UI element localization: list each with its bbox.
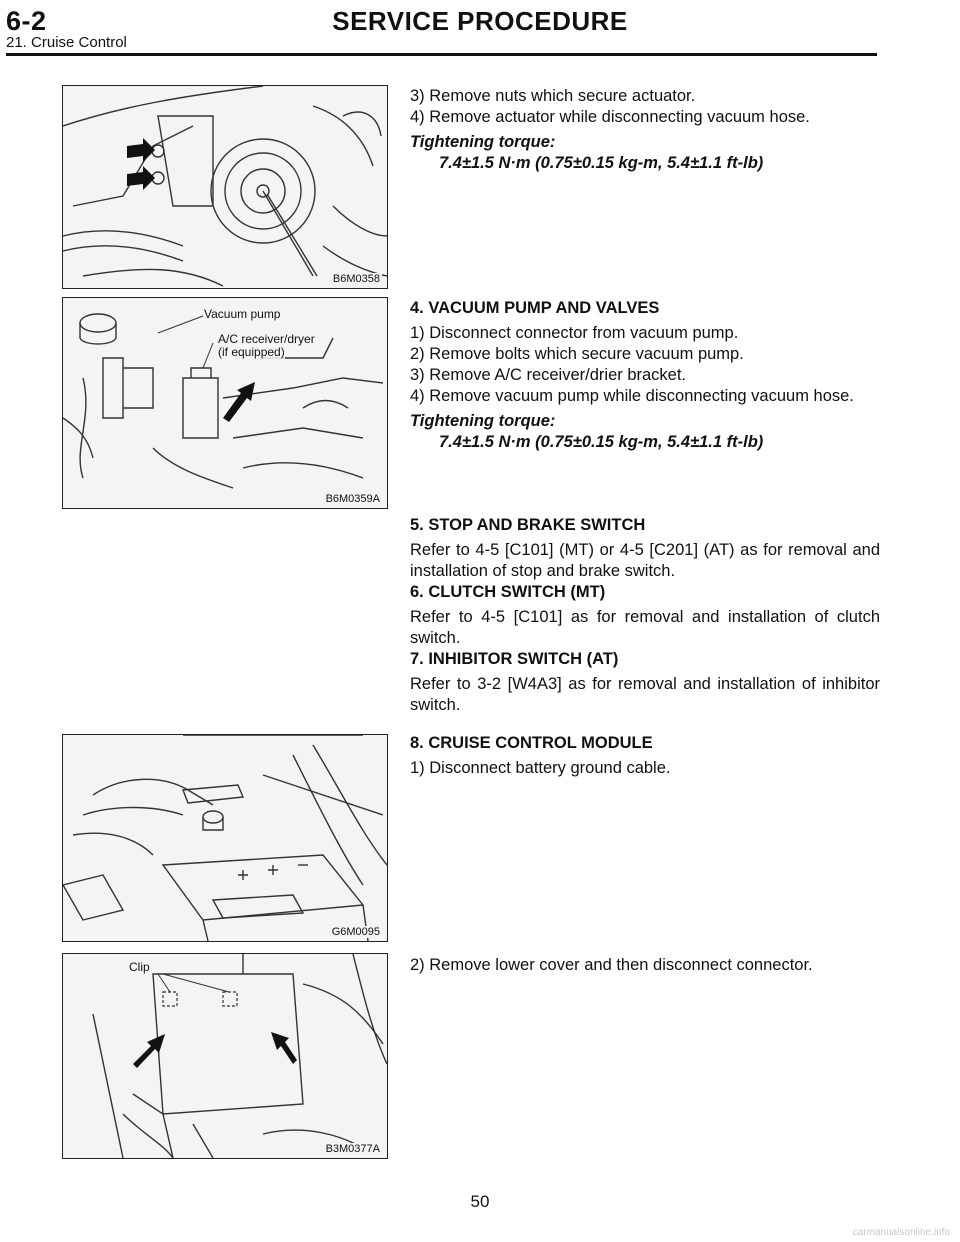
section-title: SERVICE PROCEDURE xyxy=(332,6,628,36)
figure-code: B6M0359A xyxy=(325,493,380,505)
torque-label: Tightening torque: xyxy=(410,133,556,151)
actuator-illustration xyxy=(63,86,387,288)
cruise-module-section xyxy=(410,733,880,779)
torque-label: Tightening torque: xyxy=(410,412,556,430)
para-stop-brake-switch: Refer to 4-5 [C101] (MT) or 4-5 [C201] (AT) as for removal and installation of stop and brake switch. xyxy=(410,541,880,580)
label-vacuum-pump: Vacuum pump xyxy=(204,307,281,321)
actuator-steps xyxy=(410,86,880,174)
figure-code: B3M0377A xyxy=(325,1143,380,1155)
heading-stop-brake-switch: 5. STOP AND BRAKE SWITCH xyxy=(410,516,646,534)
label-ac-receiver: A/C receiver/dryer xyxy=(218,332,315,346)
para-inhibitor-switch: Refer to 3-2 [W4A3] as for removal and installation of inhibitor switch. xyxy=(410,675,880,714)
step-remove-pump: 4) Remove vacuum pump while disconnecting vacuum hose. xyxy=(410,387,854,405)
step-remove-bolts: 2) Remove bolts which secure vacuum pump. xyxy=(410,345,744,363)
lower-cover-illustration xyxy=(63,954,387,1158)
label-clip: Clip xyxy=(129,960,150,974)
figure-actuator xyxy=(62,85,388,289)
label-if-equipped: (if equipped) xyxy=(218,345,285,359)
figure-vacuum-pump xyxy=(62,297,388,509)
step-remove-actuator: 4) Remove actuator while disconnecting vacuum hose. xyxy=(410,108,810,126)
subsection-title: 21. Cruise Control xyxy=(6,34,127,51)
figure-code: B6M0358 xyxy=(332,273,380,285)
step-remove-bracket: 3) Remove A/C receiver/drier bracket. xyxy=(410,366,687,384)
header-rule xyxy=(6,53,877,56)
heading-inhibitor-switch: 7. INHIBITOR SWITCH (AT) xyxy=(410,650,619,668)
page-number: 50 xyxy=(470,1192,490,1211)
step-remove-lower-cover: 2) Remove lower cover and then disconnect connector. xyxy=(410,956,813,974)
section-number: 6-2 xyxy=(6,6,47,36)
torque-value: 7.4±1.5 N·m (0.75±0.15 kg-m, 5.4±1.1 ft-lb) xyxy=(439,154,764,172)
heading-clutch-switch: 6. CLUTCH SWITCH (MT) xyxy=(410,583,606,601)
heading-vacuum-pump: 4. VACUUM PUMP AND VALVES xyxy=(410,299,660,317)
figure-code: G6M0095 xyxy=(331,926,380,938)
vacuum-pump-illustration xyxy=(63,298,387,508)
vacuum-pump-section xyxy=(410,298,880,453)
para-clutch-switch: Refer to 4-5 [C101] as for removal and installation of clutch switch. xyxy=(410,608,880,647)
switch-sections xyxy=(410,515,880,716)
figure-lower-cover xyxy=(62,953,388,1159)
step-disconnect-battery: 1) Disconnect battery ground cable. xyxy=(410,759,671,777)
footer-watermark: carmanualsonline.info xyxy=(852,1227,950,1238)
heading-cruise-module: 8. CRUISE CONTROL MODULE xyxy=(410,734,653,752)
step-disconnect-connector: 1) Disconnect connector from vacuum pump. xyxy=(410,324,739,342)
battery-illustration xyxy=(63,735,387,941)
lower-cover-steps xyxy=(410,955,880,976)
torque-value: 7.4±1.5 N·m (0.75±0.15 kg-m, 5.4±1.1 ft-lb) xyxy=(439,433,764,451)
step-remove-nuts: 3) Remove nuts which secure actuator. xyxy=(410,87,696,105)
figure-battery xyxy=(62,734,388,942)
